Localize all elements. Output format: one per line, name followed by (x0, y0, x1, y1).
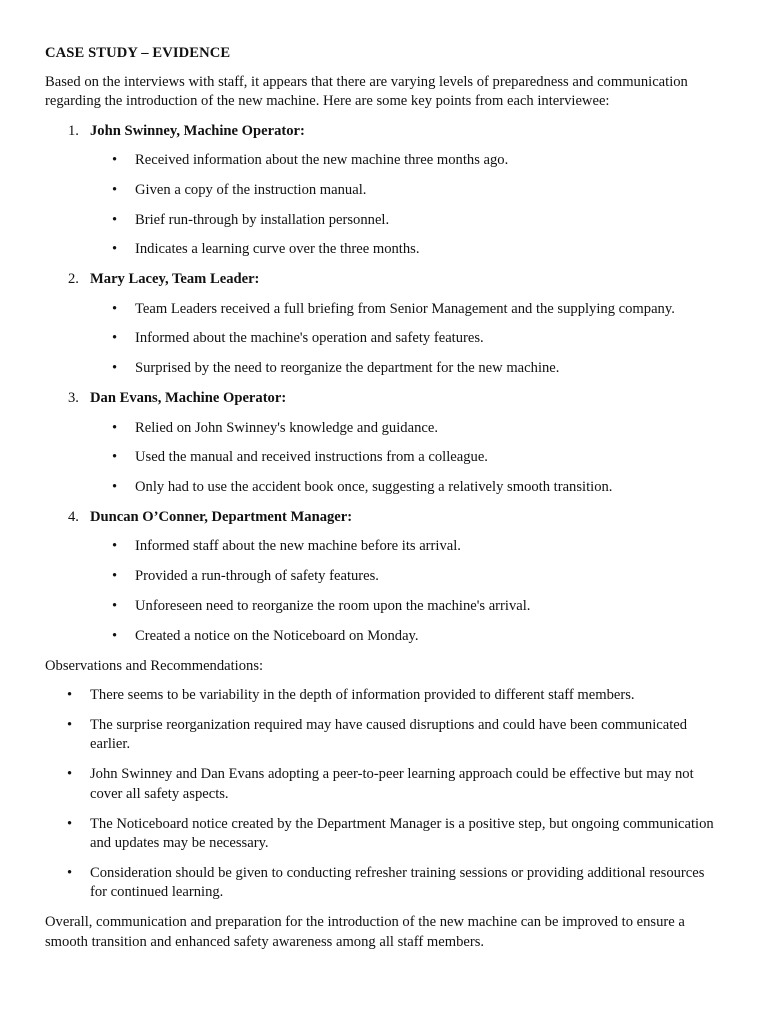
interviewee-points (45, 419, 716, 498)
bullet-icon: • (112, 479, 118, 496)
interviewee-heading (45, 389, 716, 409)
interviewee-name: Mary Lacey, Team Leader: (90, 271, 260, 288)
point-text: Created a notice on the Noticeboard on Monday. (135, 627, 419, 644)
bullet-icon: • (112, 449, 118, 466)
conclusion-paragraph: Overall, communication and preparation for the introduction of the new machine can be improved to ensure a smooth transition and enhanced safety awareness among all staff members. (45, 914, 685, 950)
interviewee-heading (45, 508, 716, 528)
point-text: Informed about the machine's operation and safety features. (135, 330, 484, 347)
point-text: Informed staff about the new machine before its arrival. (135, 538, 461, 555)
list-item (45, 419, 716, 439)
point-text: Brief run-through by installation personnel. (135, 211, 390, 228)
bullet-icon: • (112, 419, 118, 436)
interviewee-points (45, 300, 716, 379)
list-item (45, 537, 716, 557)
list-item (45, 765, 716, 804)
list-item (45, 181, 716, 201)
bullet-icon: • (112, 241, 118, 258)
observations-heading: Observations and Recommendations: (45, 657, 264, 674)
list-item (45, 597, 716, 617)
bullet-icon: • (112, 360, 118, 377)
interviewee-heading (45, 270, 716, 290)
bullet-icon: • (112, 181, 118, 198)
list-item (45, 815, 716, 854)
list-item (45, 716, 716, 755)
list-number: 3. (68, 390, 79, 407)
document-title: CASE STUDY – EVIDENCE (45, 45, 231, 61)
point-text: Used the manual and received instructions from a colleague. (135, 449, 488, 466)
list-number: 1. (68, 122, 79, 139)
bullet-icon: • (112, 211, 118, 228)
interviewee-name: Duncan O’Conner, Department Manager: (90, 508, 353, 525)
list-item (45, 300, 716, 320)
interviewee-points (45, 537, 716, 646)
list-item (45, 864, 716, 903)
point-text: Relied on John Swinney's knowledge and guidance. (135, 419, 438, 436)
bullet-icon: • (112, 627, 118, 644)
interviewee-points (45, 151, 716, 260)
bullet-icon: • (112, 538, 118, 555)
point-text: Unforeseen need to reorganize the room upon the machine's arrival. (135, 598, 531, 615)
observation-text: There seems to be variability in the depth of information provided to different staff members. (90, 687, 635, 704)
observations-list (45, 686, 716, 903)
list-item (45, 211, 716, 231)
list-item (45, 448, 716, 468)
point-text: Surprised by the need to reorganize the department for the new machine. (135, 360, 560, 377)
point-text: Indicates a learning curve over the three months. (135, 241, 420, 258)
bullet-icon: • (67, 687, 73, 704)
bullet-icon: • (67, 864, 73, 881)
point-text: Only had to use the accident book once, suggesting a relatively smooth transition. (135, 479, 613, 496)
bullet-icon: • (112, 330, 118, 347)
bullet-icon: • (112, 568, 118, 585)
list-item (45, 359, 716, 379)
point-text: Team Leaders received a full briefing from Senior Management and the supplying company. (135, 300, 675, 317)
bullet-icon: • (67, 766, 73, 783)
list-item (45, 478, 716, 498)
list-number: 4. (68, 508, 79, 525)
bullet-icon: • (67, 815, 73, 832)
interviewee-name: John Swinney, Machine Operator: (90, 122, 305, 139)
list-item (45, 240, 716, 260)
point-text: Received information about the new machine three months ago. (135, 152, 509, 168)
interviewee-name: Dan Evans, Machine Operator: (90, 390, 287, 407)
list-item (45, 567, 716, 587)
interviewee-heading (45, 122, 716, 142)
point-text: Provided a run-through of safety features. (135, 568, 379, 585)
observation-text: Consideration should be given to conducting refresher training sessions or providing additional resources for continued learning. (90, 864, 705, 901)
bullet-icon: • (112, 152, 118, 168)
intro-paragraph: Based on the interviews with staff, it appears that there are varying levels of preparedness and communication regarding the introduction of the new machine. Here are some key points from each interviewee: (45, 73, 688, 109)
list-item (45, 627, 716, 647)
bullet-icon: • (67, 716, 73, 733)
bullet-icon: • (112, 300, 118, 317)
observation-text: John Swinney and Dan Evans adopting a peer-to-peer learning approach could be effective but may not cover all safety aspects. (90, 766, 694, 802)
list-item (45, 686, 716, 706)
observation-text: The Noticeboard notice created by the Department Manager is a positive step, but ongoing communication and updates may be necessary. (90, 815, 714, 852)
list-item (45, 329, 716, 349)
observation-text: The surprise reorganization required may have caused disruptions and could have been communicated earlier. (90, 716, 688, 753)
point-text: Given a copy of the instruction manual. (135, 181, 367, 198)
list-item (45, 151, 716, 171)
bullet-icon: • (112, 598, 118, 615)
list-number: 2. (68, 271, 79, 288)
